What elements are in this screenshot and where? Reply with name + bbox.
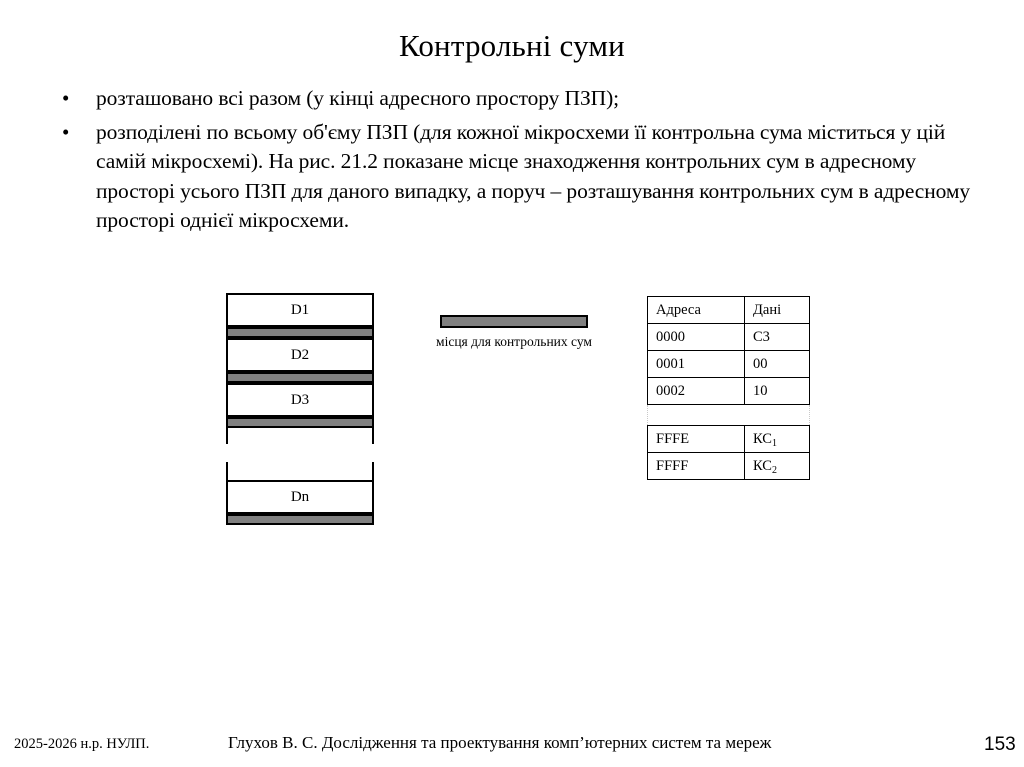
chip-ellipsis-gap: [226, 444, 374, 462]
chip-label: Dn: [290, 489, 310, 505]
cell-data: 00: [745, 351, 810, 378]
table-header-row: [648, 297, 810, 324]
table-row: [648, 351, 810, 378]
column-header-data: Дані: [745, 297, 810, 324]
chip-label: D1: [290, 302, 310, 318]
cell-gap-data: [745, 405, 810, 426]
chip-continuation-stub: [226, 462, 374, 480]
page-title: Контрольні суми: [399, 28, 625, 63]
chip-block-d3: [226, 383, 374, 417]
checksum-bar: [226, 417, 374, 428]
cell-data-subscript: 1: [771, 437, 777, 449]
checksum-bar: [226, 327, 374, 338]
table-row: [648, 378, 810, 405]
cell-data: 10: [745, 378, 810, 405]
memory-map-table: [647, 296, 810, 480]
cell-data-text: КС: [753, 430, 772, 447]
cell-data-subscript: 2: [771, 464, 777, 476]
bullet-list: [56, 84, 986, 240]
checksum-swatch-icon: [440, 315, 588, 328]
chip-label: D3: [290, 392, 310, 408]
cell-address: FFFF: [648, 453, 745, 480]
cell-address: 0001: [648, 351, 745, 378]
legend-caption: місця для контрольних сум: [436, 334, 592, 349]
cell-data: [745, 426, 810, 453]
chip-continuation-open: [226, 428, 374, 444]
cell-address: FFFE: [648, 426, 745, 453]
chip-block-d1: [226, 293, 374, 327]
checksum-bar: [226, 514, 374, 525]
column-header-address: Адреса: [648, 297, 745, 324]
chip-block-dn: [226, 480, 374, 514]
footer-course-info: 2025-2026 н.р. НУЛП.: [14, 736, 150, 752]
cell-data-text: КС: [753, 457, 772, 474]
bullet-marker-icon: •: [62, 86, 70, 110]
table-row: [648, 426, 810, 453]
list-item: [56, 84, 986, 114]
table-row: [648, 453, 810, 480]
list-item-text: розподілені по всьому об'єму ПЗП (для кожної мікросхеми її контрольна сума міститься у цій самій мікросхемі). На рис. 21.2 показане місце знаходження контрольних сум в адресному просторі усього ПЗП для даного випадку, а поруч – розташування контрольних сум в адресному просторі однієї мікросхеми.: [96, 119, 971, 232]
cell-gap-address: [648, 405, 745, 426]
page-number: 153: [984, 734, 1016, 755]
footer-author-title: Глухов В. С. Дослідження та проектування комп’ютерних систем та мереж: [228, 733, 772, 752]
list-item: [56, 118, 986, 236]
cell-address: 0000: [648, 324, 745, 351]
legend: [408, 315, 620, 350]
rom-chip-diagram: [226, 293, 374, 525]
table-row: [648, 324, 810, 351]
cell-data: C3: [745, 324, 810, 351]
chip-block-d2: [226, 338, 374, 372]
list-item-text: розташовано всі разом (у кінці адресного простору ПЗП);: [96, 86, 620, 110]
cell-address: 0002: [648, 378, 745, 405]
checksum-bar: [226, 372, 374, 383]
chip-label: D2: [290, 347, 310, 363]
cell-data: [745, 453, 810, 480]
table-row-gap: [648, 405, 810, 426]
bullet-marker-icon: •: [62, 119, 70, 144]
